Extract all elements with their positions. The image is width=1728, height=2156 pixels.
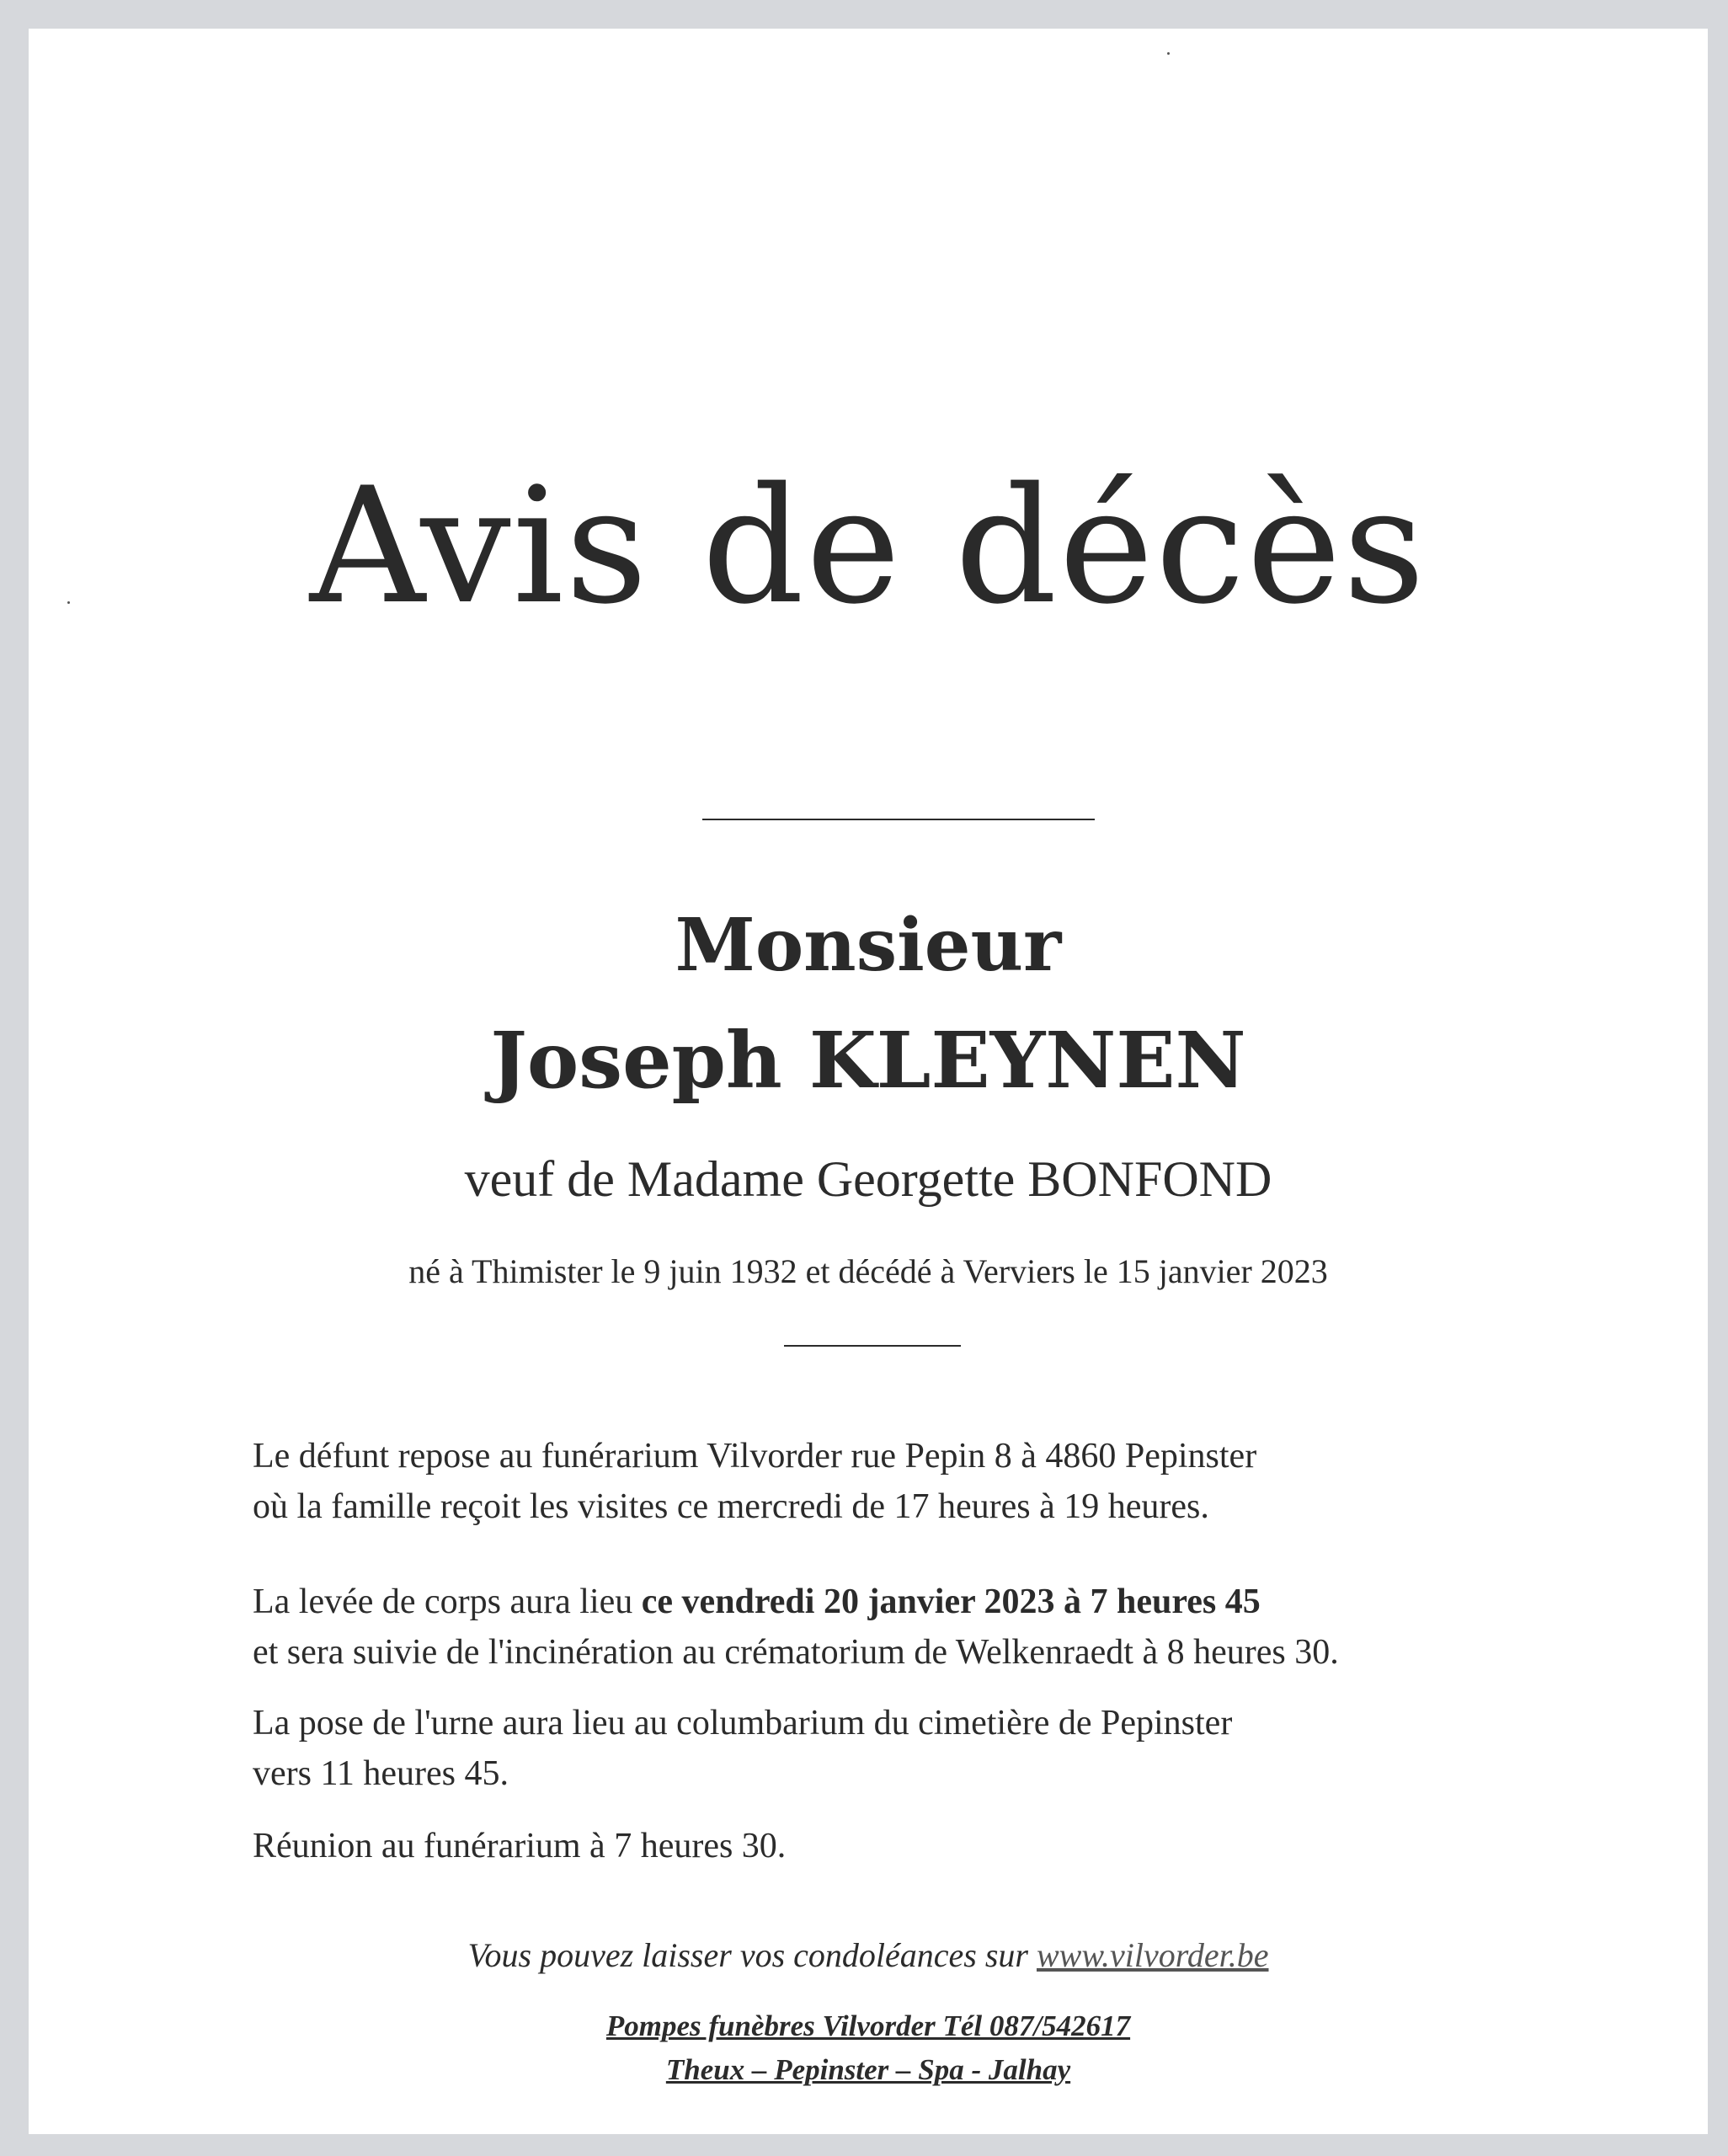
divider-line — [702, 819, 1095, 820]
honorific: Monsieur — [675, 903, 1062, 988]
meeting-line: Réunion au funérarium à 7 heures 30. — [253, 1827, 787, 1865]
ceremony-date-time: ce vendredi 20 janvier 2023 à 7 heures 45 — [641, 1582, 1261, 1621]
ceremony-line-1 — [253, 1577, 1566, 1627]
ceremony-paragraph — [253, 1577, 1566, 1678]
ceremony-line-2: et sera suivie de l'incinération au crématorium de Welkenraedt à 8 heures 30. — [253, 1633, 1339, 1672]
death-notice-sheet — [29, 29, 1708, 2134]
widow-of: veuf de Madame Georgette BONFOND — [464, 1151, 1272, 1207]
scan-speck — [1167, 52, 1170, 55]
urn-line-1: La pose de l'urne aura lieu au columbarium du cimetière de Pepinster — [253, 1704, 1233, 1742]
urn-paragraph — [253, 1698, 1566, 1799]
funeral-home-locations: Theux – Pepinster – Spa - Jalhay — [665, 2053, 1071, 2086]
funeral-home-contact: Pompes funèbres Vilvorder Tél 087/542617 — [605, 2009, 1131, 2042]
ceremony-line-1-intro: La levée de corps aura lieu — [253, 1582, 642, 1621]
deceased-name: Joseph KLEYNEN — [490, 1015, 1246, 1106]
meeting-paragraph — [253, 1821, 1566, 1871]
divider-line-short — [784, 1345, 961, 1347]
condolences-link[interactable]: www.vilvorder.be — [1036, 1936, 1269, 1974]
urn-line-2: vers 11 heures 45. — [253, 1754, 509, 1793]
notice-title: Avis de décès — [309, 453, 1427, 639]
visitation-line-2: où la famille reçoit les visites ce mercredi de 17 heures à 19 heures. — [253, 1487, 1209, 1526]
visitation-line-1: Le défunt repose au funérarium Vilvorder rue Pepin 8 à 4860 Pepinster — [253, 1437, 1257, 1476]
condolences-text: Vous pouvez laisser vos condoléances sur — [467, 1936, 1037, 1974]
birth-death-dates: né à Thimister le 9 juin 1932 et décédé à Verviers le 15 janvier 2023 — [408, 1252, 1328, 1290]
visitation-paragraph — [253, 1431, 1566, 1532]
condolences-note — [29, 1932, 1708, 1979]
